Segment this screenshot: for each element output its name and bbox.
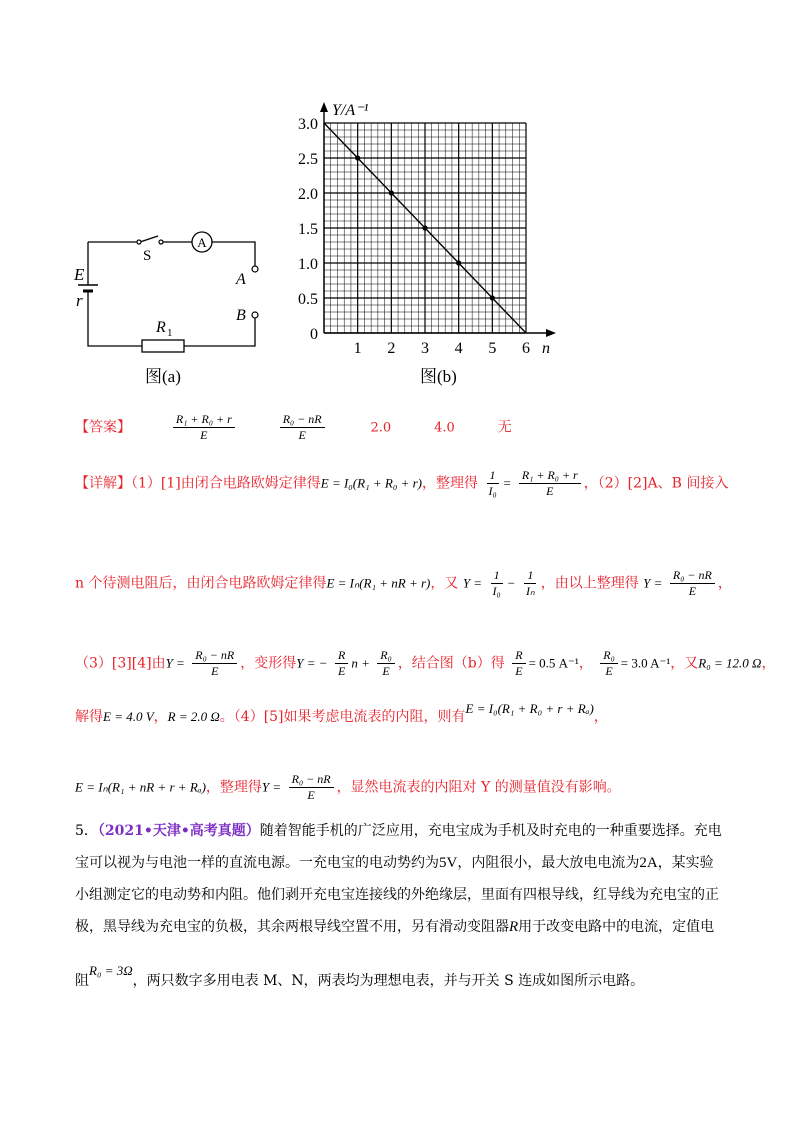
y-tick-label: 1.0 — [298, 256, 318, 273]
detail-fraction — [377, 648, 395, 679]
detail-text: ，又 — [670, 655, 699, 672]
answer-1-fraction — [173, 412, 235, 443]
question-text: 阻 — [75, 973, 89, 989]
resistor-r1 — [142, 340, 184, 352]
detail-fraction — [335, 648, 348, 679]
answer-1-num: R₁ + R₀ + r — [173, 412, 235, 428]
detail-text: ，变形得 — [240, 655, 297, 672]
detail-text: ，结合图（b）得 — [397, 655, 505, 672]
data-point — [422, 225, 427, 230]
detail-line-5 — [75, 772, 621, 803]
detail-text: n 个待测电阻后，由闭合电路欧姆定律得 — [75, 575, 327, 592]
figure-a-caption: 图(a) — [145, 367, 181, 386]
question-5-line-4 — [75, 911, 735, 943]
fraction-den: E — [688, 584, 697, 598]
internal-r-label: r — [76, 291, 83, 310]
fraction-num: R — [512, 648, 525, 664]
data-point — [490, 295, 495, 300]
detail-label: 【详解】 — [75, 475, 131, 492]
detail-equation: Y = — [165, 655, 185, 671]
resistor-subscript: 1 — [167, 327, 173, 339]
question-text: 极，黑导线为充电宝的负极，其余两根导线空置不用，另有滑动变阻器 — [75, 919, 509, 935]
figure-b-caption: 图(b) — [420, 367, 457, 386]
detail-equation: E = Iₙ(R₁ + nR + r) — [326, 575, 431, 591]
detail-equation: R = 2.0 Ω — [167, 709, 220, 724]
x-tick-label: 2 — [387, 340, 396, 357]
fraction-num: R₁ + R₀ + r — [519, 468, 581, 484]
x-tick-label: 3 — [421, 340, 429, 357]
detail-equation: E = 4.0 V — [103, 709, 154, 724]
y-axis-label: Y/A⁻¹ — [332, 102, 369, 119]
y-tick-label: 0 — [310, 326, 318, 343]
detail-text: ， — [593, 709, 608, 725]
emf-label: E — [74, 265, 85, 284]
detail-text: 。（4）[5]如果考虑电流表的内阻，则有 — [219, 709, 466, 725]
detail-line-3 — [75, 648, 775, 679]
detail-equation: n + — [351, 655, 370, 671]
question-5-line-3 — [75, 879, 735, 911]
answer-2-den: E — [298, 428, 306, 442]
terminal-a-label: A — [236, 271, 246, 288]
fraction-num: R₀ — [600, 648, 618, 664]
y-axis-arrow — [320, 102, 328, 112]
detail-text: ， — [153, 709, 168, 725]
question-5-line-2 — [75, 847, 735, 879]
answer-label: 【答案】 — [75, 419, 131, 436]
x-tick-label: 6 — [522, 340, 530, 357]
answer-1-den: E — [200, 428, 208, 442]
x-axis-label: n — [542, 340, 550, 357]
answer-line — [75, 412, 512, 443]
y-tick-label: 1.5 — [298, 221, 318, 238]
data-point — [355, 155, 360, 160]
fraction-num: R₀ − nR — [670, 568, 715, 584]
question-value: 5V — [439, 855, 458, 871]
answer-4: 4.0 — [434, 420, 455, 436]
switch-contact-right — [159, 240, 163, 244]
detail-equation: R₀ = 12.0 Ω — [698, 655, 762, 671]
switch-contact-left — [137, 240, 141, 244]
question-source: （2021•天津•高考真题） — [97, 823, 260, 839]
detail-equation: Y = − — [296, 655, 328, 671]
y-tick-label: 2.5 — [298, 151, 318, 168]
detail-line-1: 【详解】（1）[1]由闭合电路欧姆定律得E = I₀(R₁ + R₀ + r)，整理得 $\frac{1}{\text{I₀}}$ = $\frac{\text{R₁ + R₀ + r}}{E}$ ，（2）[2]A、B 间接入 — [75, 468, 729, 498]
ammeter-label: A — [197, 235, 207, 250]
detail-equation: E = I₀(R₁ + R₀ + r) — [320, 475, 422, 491]
detail-text: ， — [578, 655, 593, 672]
detail-text: ，又 — [430, 575, 459, 592]
y-tick-label: 3.0 — [298, 116, 318, 133]
fraction-den: I₀ — [492, 584, 501, 598]
detail-fraction — [490, 568, 504, 599]
answer-2-num: R₀ − nR — [280, 412, 325, 428]
detail-text: ，由以上整理得 — [540, 575, 639, 592]
question-5 — [75, 815, 735, 997]
question-text: 用于改变电路中的电流，定值电 — [518, 919, 715, 935]
detail-text: ，整理得 — [205, 779, 262, 796]
detail-equation: E = Iₙ(R₁ + nR + r + Rₐ) — [75, 779, 206, 795]
question-value: 2A — [639, 855, 658, 871]
answer-2-fraction — [280, 412, 325, 443]
fraction-den: E — [211, 664, 219, 678]
circuit-diagram — [60, 220, 290, 390]
terminal-a — [252, 266, 258, 272]
detail-text: ，显然电流表的内阻对 Y 的测量值没有影响。 — [336, 779, 621, 796]
fraction-num: 1 — [487, 468, 499, 484]
x-axis-arrow — [546, 329, 556, 337]
wire-top-right — [212, 242, 255, 266]
fraction-den: E — [546, 484, 554, 498]
y-vs-n-chart — [280, 98, 570, 390]
detail-line-2: n 个待测电阻后，由闭合电路欧姆定律得E = Iₙ(R₁ + nR + r)，又 Y = $\frac{1}{\text{I₀}}$ − $\frac{1}{\text{Iₙ}}$ ，由以上整理得 Y = $\frac{\text{R₀ − nR}}{E}$ ， — [75, 568, 732, 598]
detail-text: ， — [761, 655, 776, 672]
detail-text: ，（2）[2]A、B 间接入 — [583, 475, 729, 492]
fraction-num: R₀ — [377, 648, 395, 664]
detail-fraction — [192, 648, 237, 679]
fraction-den: E — [307, 788, 315, 802]
fraction-den: E — [515, 664, 523, 678]
fraction-den: E — [337, 664, 346, 678]
detail-fraction — [512, 648, 525, 679]
detail-equation: Y = — [643, 575, 663, 591]
data-point — [456, 260, 461, 265]
detail-equation: E = I₀(R₁ + R₀ + r + Rₐ) — [465, 701, 594, 716]
tick-labels — [298, 116, 530, 357]
switch-blade — [140, 236, 158, 242]
x-tick-label: 4 — [454, 340, 463, 357]
fraction-den: E — [605, 664, 613, 678]
fraction-num: R₀ − nR — [289, 772, 334, 788]
switch-label: S — [143, 248, 152, 264]
question-value: R — [509, 919, 519, 935]
detail-fraction — [600, 648, 618, 679]
question-text: 随着智能手机的广泛应用，充电宝成为手机及时充电的一种重要选择。充电 — [259, 823, 722, 839]
question-text: 宝可以视为与电池一样的直流电源。一充电宝的电动势约为 — [75, 855, 439, 871]
fraction-den: E — [382, 664, 390, 678]
fraction-num: 1 — [524, 568, 536, 584]
fraction-num: R₀ − nR — [192, 648, 237, 664]
detail-equation: = 0.5 A⁻¹ — [528, 655, 579, 671]
detail-line-4 — [75, 701, 608, 726]
detail-fraction — [523, 568, 538, 599]
x-tick-label: 5 — [488, 340, 497, 357]
terminal-b-label: B — [236, 307, 246, 324]
question-text: ，某实验 — [657, 855, 714, 871]
answer-3: 2.0 — [370, 420, 392, 436]
fraction-num: 1 — [491, 568, 503, 584]
question-5-line-1 — [75, 815, 735, 847]
detail-text: 解得 — [75, 709, 103, 725]
question-text: ，两只数字多用电表 M、N，两表均为理想电表，并与开关 S 连成如图所示电路。 — [132, 973, 645, 989]
detail-text: （3）[3][4]由 — [75, 655, 166, 672]
answer-5: 无 — [497, 419, 512, 436]
detail-equation: Y = — [261, 779, 282, 795]
detail-fraction — [289, 772, 334, 803]
detail-text: ，整理得 — [422, 475, 478, 492]
detail-fraction — [670, 568, 715, 599]
question-value: R₀ = 3Ω — [89, 963, 133, 978]
fraction-den: I₀ — [488, 484, 497, 498]
x-tick-label: 1 — [353, 340, 362, 357]
question-5-line-5 — [75, 965, 735, 997]
detail-fraction — [519, 468, 581, 499]
detail-fraction — [485, 468, 499, 499]
detail-text: （1）[1]由闭合电路欧姆定律得 — [131, 475, 321, 492]
data-point — [389, 190, 394, 195]
fraction-den: Iₙ — [525, 584, 535, 598]
y-tick-label: 2.0 — [298, 186, 318, 203]
detail-text: ， — [717, 575, 732, 592]
question-text: ，内阻很小，最大放电电流为 — [457, 855, 640, 871]
detail-equation: Y = — [462, 575, 483, 591]
question-number: 5． — [75, 823, 98, 839]
fraction-num: R — [335, 648, 348, 664]
question-text: 小组测定它的电动势和内阻。他们剥开充电宝连接线的外绝缘层，里面有四根导线，红导线为充电宝的正 — [75, 887, 719, 903]
resistor-label: R — [156, 319, 166, 336]
detail-equation: = 3.0 A⁻¹ — [620, 655, 671, 671]
y-tick-label: 0.5 — [298, 291, 318, 308]
terminal-b — [252, 312, 258, 318]
